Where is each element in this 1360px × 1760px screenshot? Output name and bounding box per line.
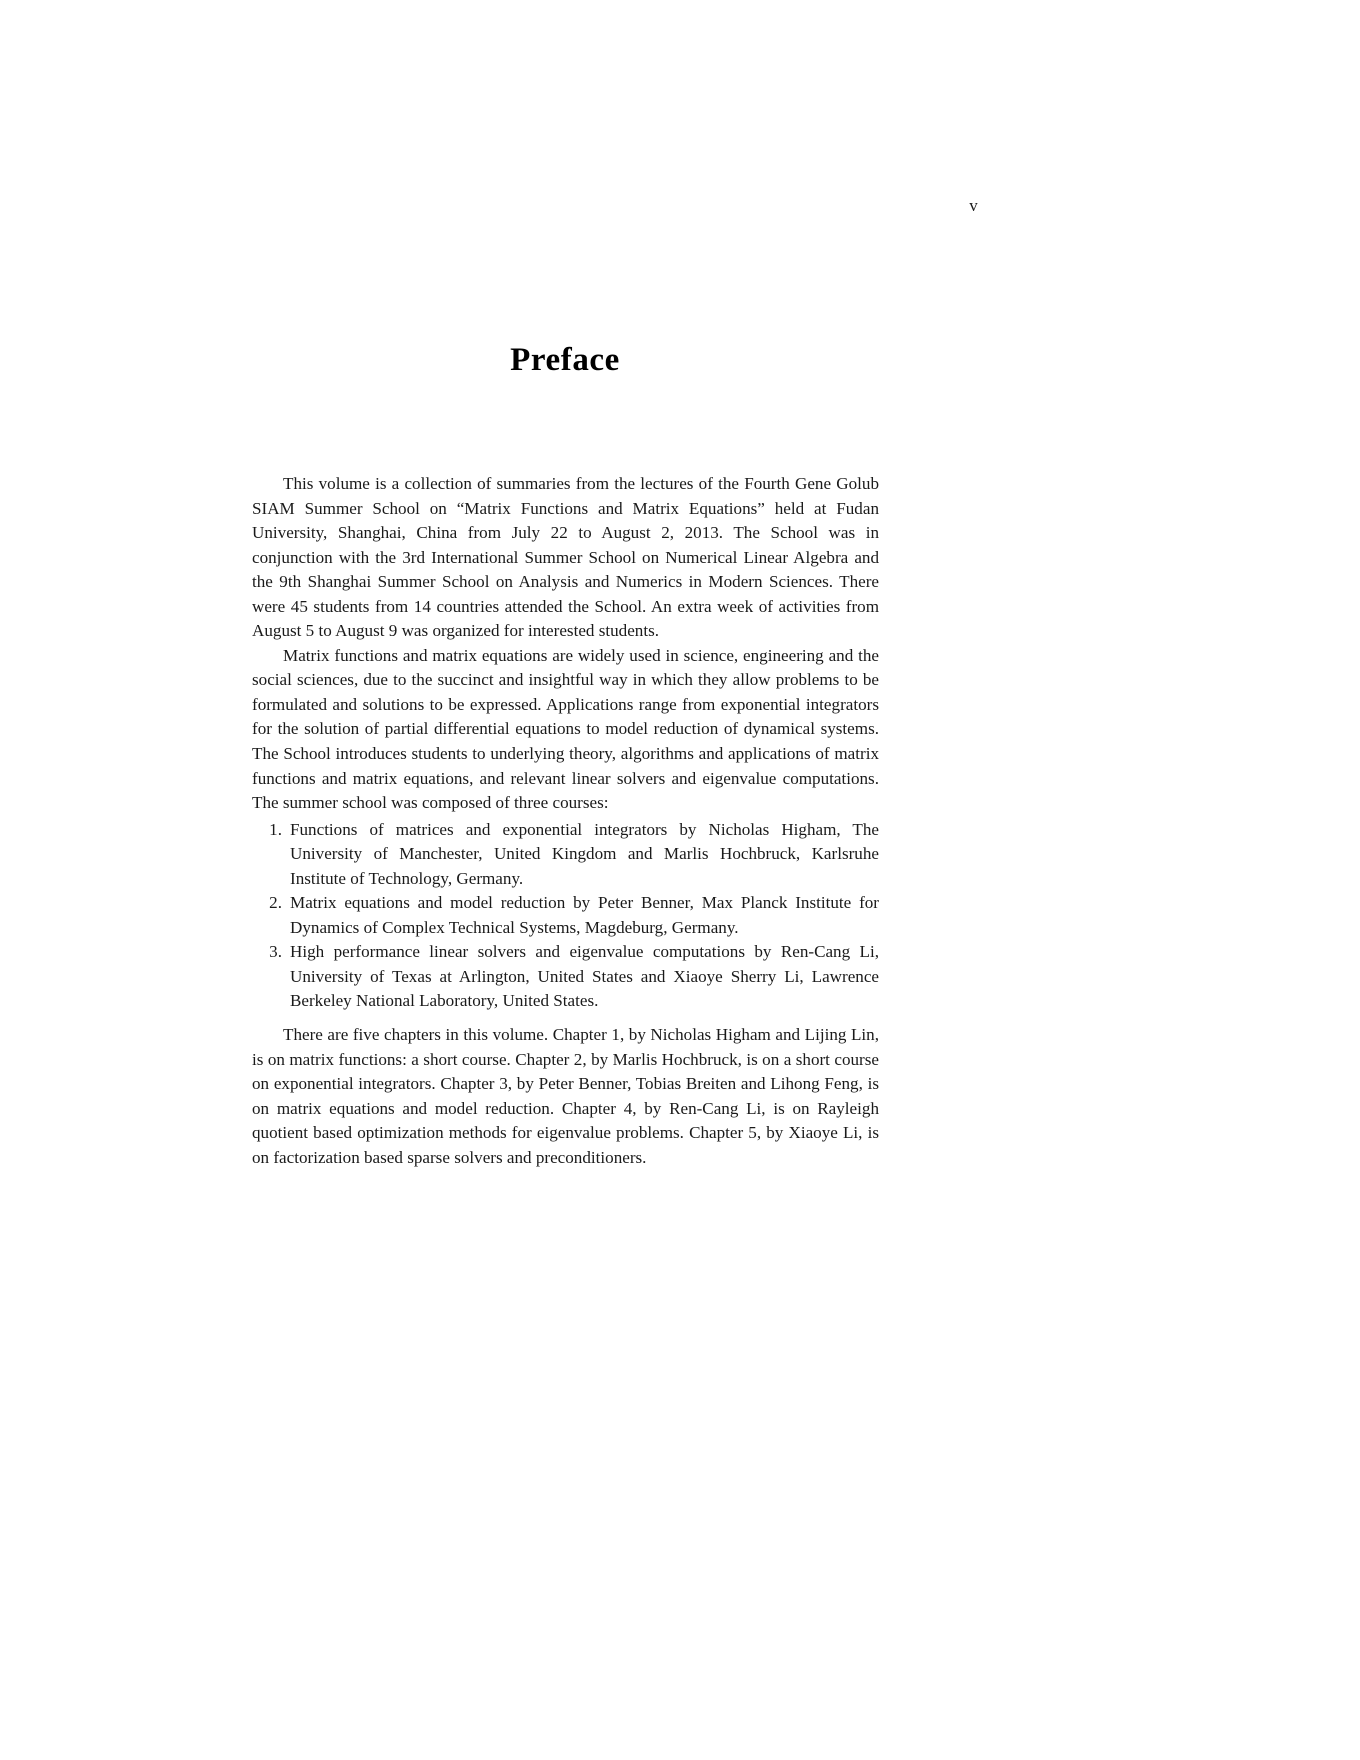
list-item bbox=[252, 940, 879, 1014]
list-item bbox=[252, 818, 879, 892]
page-title: Preface bbox=[510, 342, 620, 379]
list-item bbox=[252, 891, 879, 940]
list-item-label: Functions of matrices and exponential integrators by Nicholas Higham, The University of Manchester, United Kingdom and Marlis Hochbruck, Karlsruhe Institute of Technology, Germany. bbox=[290, 819, 879, 888]
page-number: v bbox=[969, 196, 978, 215]
list-item-number: 1. bbox=[269, 819, 282, 839]
paragraph-chapters: There are five chapters in this volume. Chapter 1, by Nicholas Higham and Lijing Lin, is on matrix functions: a short course. Chapter 2, by Marlis Hochbruck, is on a short course on exponential integrators. Chapter 3, by Peter Benner, Tobias Breiten and Lihong Feng, is on matrix equations and model reduction. Chapter 4, by Ren-Cang Li, is on Rayleigh quotient based optimization methods for eigenvalue problems. Chapter 5, by Xiaoye Li, is on factorization based sparse solvers and preconditioners. bbox=[252, 1025, 879, 1167]
paragraph-scope: Matrix functions and matrix equations are widely used in science, engineering and the social sciences, due to the succinct and insightful way in which they allow problems to be formulated and solutions to be expressed. Applications range from exponential integrators for the solution of partial differential equations to model reduction of dynamical systems. The School introduces students to underlying theory, algorithms and applications of matrix functions and matrix equations, and relevant linear solvers and eigenvalue computations. The summer school was composed of three courses: bbox=[252, 645, 879, 813]
list-item-label: High performance linear solvers and eigenvalue computations by Ren-Cang Li, University of Texas at Arlington, United States and Xiaoye Sherry Li, Lawrence Berkeley National Laboratory, United States. bbox=[290, 942, 879, 1011]
list-item-number: 3. bbox=[269, 942, 282, 962]
body-text-column bbox=[252, 472, 879, 1170]
paragraph-intro: This volume is a collection of summaries from the lectures of the Fourth Gene Golub SIAM Summer School on “Matrix Functions and Matrix Equations” held at Fudan University, Shanghai, China from July 22 to August 2, 2013. The School was in conjunction with the 3rd International Summer School on Numerical Linear Algebra and the 9th Shanghai Summer School on Analysis and Numerics in Modern Sciences. There were 45 students from 14 countries attended the School. An extra week of activities from August 5 to August 9 was organized for interested students. bbox=[252, 474, 879, 641]
list-item-label: Matrix equations and model reduction by Peter Benner, Max Planck Institute for Dynamics of Complex Technical Systems, Magdeburg, Germany. bbox=[290, 893, 879, 937]
course-list bbox=[252, 818, 879, 1014]
list-item-number: 2. bbox=[269, 893, 282, 913]
